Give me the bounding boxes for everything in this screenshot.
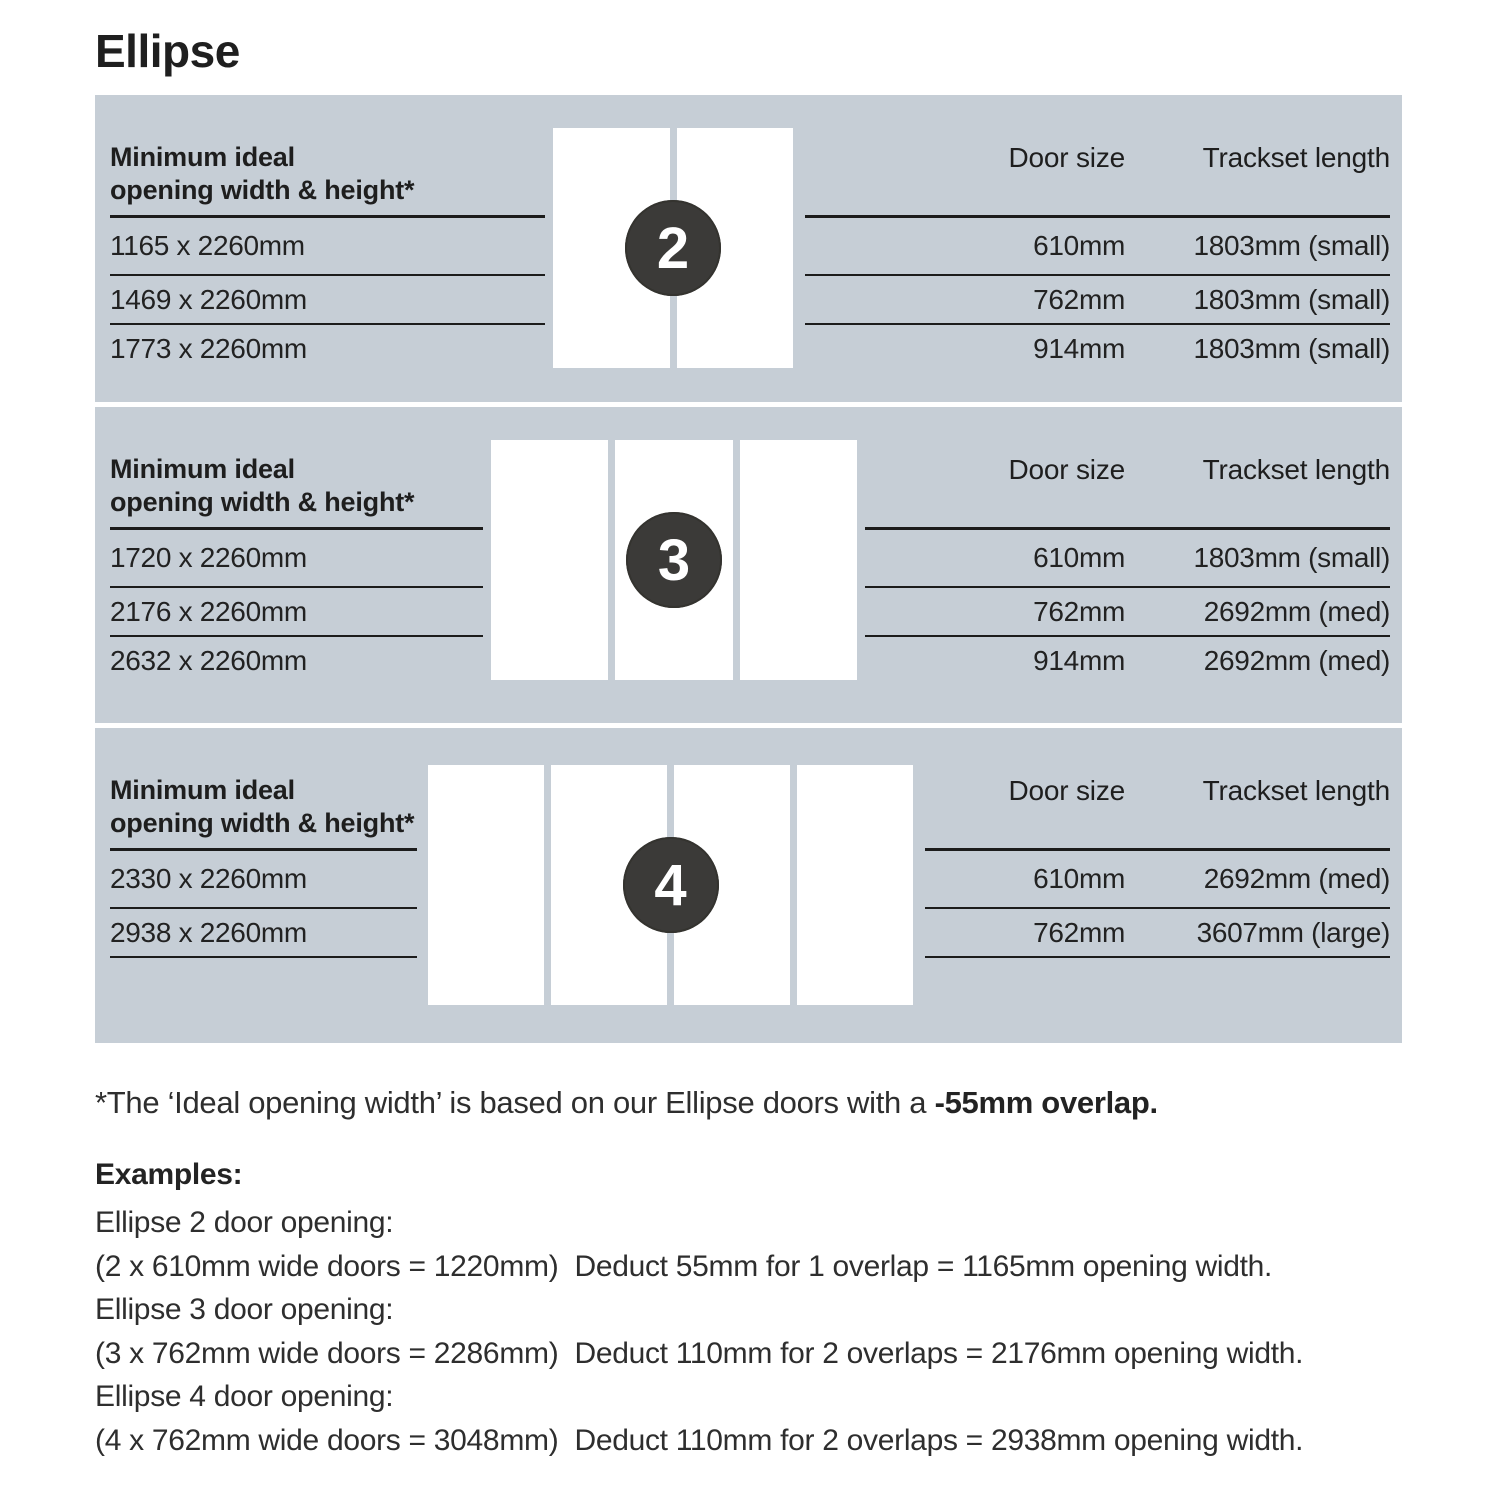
opening-size-row: 2176 x 2260mm bbox=[110, 588, 483, 637]
section-3-door bbox=[95, 407, 1402, 723]
door-size-value: 762mm bbox=[1033, 595, 1125, 627]
right-table bbox=[865, 407, 1390, 684]
opening-size-row: 2330 x 2260mm bbox=[110, 851, 417, 909]
table-row bbox=[805, 325, 1390, 372]
right-table bbox=[925, 728, 1390, 958]
door-size-value: 610mm bbox=[1033, 542, 1125, 573]
opening-size-row: 2938 x 2260mm bbox=[110, 909, 417, 958]
table-row bbox=[865, 637, 1390, 684]
footnote-bold: -55mm overlap. bbox=[934, 1085, 1158, 1120]
door-size-value: 914mm bbox=[1033, 332, 1125, 364]
trackset-length-value: 2692mm (med) bbox=[1203, 595, 1390, 627]
example-line: Ellipse 2 door opening: bbox=[95, 1206, 394, 1239]
table-row bbox=[925, 851, 1390, 909]
trackset-length-header: Trackset length bbox=[1202, 454, 1390, 485]
left-table bbox=[110, 728, 417, 958]
trackset-length-value: 3607mm (large) bbox=[1196, 916, 1390, 948]
door-panel bbox=[491, 440, 608, 680]
door-panel bbox=[740, 440, 857, 680]
example-line: Ellipse 4 door opening: bbox=[95, 1380, 394, 1413]
example-line: (2 x 610mm wide doors = 1220mm) Deduct 55mm for 1 overlap = 1165mm opening width. bbox=[95, 1249, 1273, 1283]
examples-heading: Examples: bbox=[95, 1158, 243, 1191]
example-line: Ellipse 3 door opening: bbox=[95, 1293, 394, 1326]
example-line: (4 x 762mm wide doors = 3048mm) Deduct 110mm for 2 overlaps = 2938mm opening width. bbox=[95, 1423, 1304, 1457]
table-row bbox=[805, 218, 1390, 276]
door-panel bbox=[797, 765, 913, 1005]
opening-size-row: 1469 x 2260mm bbox=[110, 276, 545, 325]
trackset-length-value: 2692mm (med) bbox=[1203, 863, 1390, 894]
table-row bbox=[805, 276, 1390, 325]
opening-size-row: 1720 x 2260mm bbox=[110, 530, 483, 588]
examples-block bbox=[95, 1201, 1303, 1462]
trackset-length-value: 1803mm (small) bbox=[1193, 283, 1390, 315]
section-2-door bbox=[95, 95, 1402, 402]
door-size-header: Door size bbox=[1008, 142, 1125, 173]
door-diagram-3 bbox=[491, 440, 857, 680]
opening-size-row: 1165 x 2260mm bbox=[110, 218, 545, 276]
door-count-badge: 2 bbox=[625, 200, 721, 296]
footnote-text: *The ‘Ideal opening width’ is based on our Ellipse doors with a bbox=[95, 1085, 935, 1120]
opening-size-row: 1773 x 2260mm bbox=[110, 332, 307, 364]
door-size-value: 762mm bbox=[1033, 283, 1125, 315]
footnote bbox=[95, 1085, 1158, 1121]
trackset-length-value: 1803mm (small) bbox=[1193, 542, 1390, 573]
example-line: (3 x 762mm wide doors = 2286mm) Deduct 110mm for 2 overlaps = 2176mm opening width. bbox=[95, 1336, 1304, 1370]
min-opening-header: Minimum ideal opening width & height* bbox=[110, 775, 415, 838]
left-table bbox=[110, 95, 545, 372]
min-opening-header: Minimum ideal opening width & height* bbox=[110, 142, 415, 205]
left-table bbox=[110, 407, 483, 684]
door-diagram-2 bbox=[553, 128, 793, 368]
trackset-length-header: Trackset length bbox=[1202, 775, 1390, 806]
min-opening-header: Minimum ideal opening width & height* bbox=[110, 454, 415, 517]
door-size-header: Door size bbox=[1008, 454, 1125, 485]
door-size-value: 762mm bbox=[1033, 916, 1125, 948]
trackset-length-header: Trackset length bbox=[1202, 142, 1390, 173]
door-size-value: 610mm bbox=[1033, 863, 1125, 894]
opening-size-row: 2632 x 2260mm bbox=[110, 644, 307, 676]
table-row bbox=[925, 909, 1390, 958]
door-size-value: 610mm bbox=[1033, 230, 1125, 261]
door-count-badge: 4 bbox=[623, 837, 719, 933]
trackset-length-value: 1803mm (small) bbox=[1193, 230, 1390, 261]
right-table bbox=[805, 95, 1390, 372]
section-4-door bbox=[95, 728, 1402, 1043]
door-count-badge: 3 bbox=[626, 512, 722, 608]
trackset-length-value: 1803mm (small) bbox=[1193, 332, 1390, 364]
table-row bbox=[865, 530, 1390, 588]
ellipse-sizing-panel bbox=[95, 95, 1402, 1043]
door-panel bbox=[428, 765, 544, 1005]
trackset-length-value: 2692mm (med) bbox=[1203, 644, 1390, 676]
door-size-header: Door size bbox=[1008, 775, 1125, 806]
door-size-value: 914mm bbox=[1033, 644, 1125, 676]
door-diagram-4 bbox=[428, 765, 913, 1005]
page-title: Ellipse bbox=[95, 25, 240, 77]
table-row bbox=[865, 588, 1390, 637]
